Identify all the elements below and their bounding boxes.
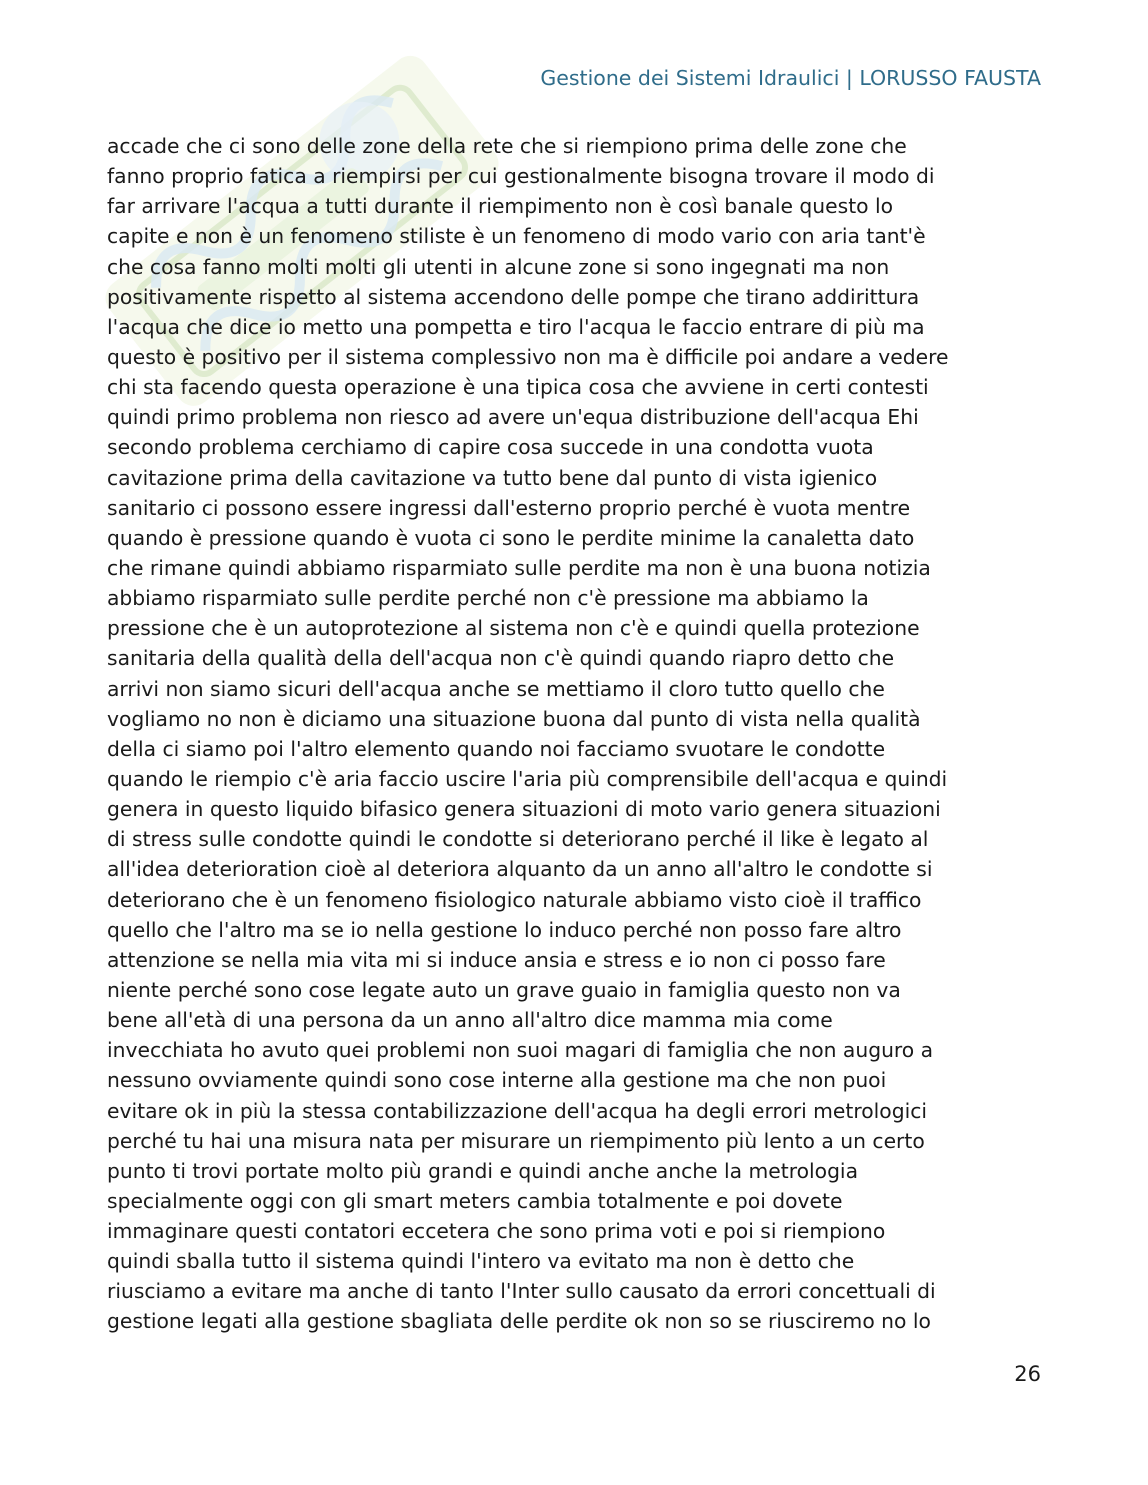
text-line: immaginare questi contatori eccetera che sono prima voti e poi si riempiono: [107, 1219, 886, 1244]
page-header-title: Gestione dei Sistemi Idraulici | LORUSSO FAUSTA: [540, 66, 1041, 90]
text-line: quando è pressione quando è vuota ci sono le perdite minime la canaletta dato: [107, 525, 915, 550]
text-line: abbiamo risparmiato sulle perdite perché non c'è pressione ma abbiamo la: [107, 586, 869, 611]
text-line: deteriorano che è un fenomeno fisiologico naturale abbiamo visto cioè il traffico: [107, 887, 922, 912]
text-line: cavitazione prima della cavitazione va tutto bene dal punto di vista igienico: [107, 465, 878, 490]
text-line: quello che l'altro ma se io nella gestione lo induco perché non posso fare altro: [107, 917, 902, 942]
body-text: [107, 131, 1047, 1337]
text-line: capite e non è un fenomeno stiliste è un fenomeno di modo vario con aria tant'è: [107, 224, 926, 249]
text-line: attenzione se nella mia vita mi si induce ansia e stress e io non ci posso fare: [107, 947, 886, 972]
text-line: genera in questo liquido bifasico genera situazioni di moto vario genera situazioni: [107, 797, 941, 822]
text-line: all'idea deterioration cioè al deteriora alquanto da un anno all'altro le condotte si: [107, 857, 933, 882]
text-line: l'acqua che dice io metto una pompetta e tiro l'acqua le faccio entrare di più ma: [107, 314, 925, 339]
text-line: che rimane quindi abbiamo risparmiato sulle perdite ma non è una buona notizia: [107, 555, 931, 580]
text-line: riusciamo a evitare ma anche di tanto l'Inter sullo causato da errori concettuali di: [107, 1279, 936, 1304]
text-line: di stress sulle condotte quindi le condotte si deteriorano perché il like è legato al: [107, 827, 929, 852]
text-line: sanitario ci possono essere ingressi dall'esterno proprio perché è vuota mentre: [107, 495, 911, 520]
text-line: specialmente oggi con gli smart meters cambia totalmente e poi dovete: [107, 1188, 843, 1213]
text-line: punto ti trovi portate molto più grandi e quindi anche anche la metrologia: [107, 1158, 858, 1183]
text-line: vogliamo no non è diciamo una situazione buona dal punto di vista nella qualità: [107, 706, 921, 731]
text-line: quindi primo problema non riesco ad avere un'equa distribuzione dell'acqua Ehi: [107, 405, 919, 430]
text-line: che cosa fanno molti molti gli utenti in alcune zone si sono ingegnati ma non: [107, 254, 890, 279]
page-number: 26: [1014, 1362, 1041, 1386]
text-line: arrivi non siamo sicuri dell'acqua anche se mettiamo il cloro tutto quello che: [107, 676, 885, 701]
text-line: quando le riempio c'è aria faccio uscire l'aria più comprensibile dell'acqua e quindi: [107, 766, 948, 791]
text-line: pressione che è un autoprotezione al sistema non c'è e quindi quella protezione: [107, 616, 920, 641]
text-line: secondo problema cerchiamo di capire cosa succede in una condotta vuota: [107, 435, 874, 460]
text-line: perché tu hai una misura nata per misurare un riempimento più lento a un certo: [107, 1128, 925, 1153]
text-line: niente perché sono cose legate auto un grave guaio in famiglia questo non va: [107, 977, 901, 1002]
text-line: della ci siamo poi l'altro elemento quando noi facciamo svuotare le condotte: [107, 736, 886, 761]
text-line: gestione legati alla gestione sbagliata delle perdite ok non so se riusciremo no lo: [107, 1309, 931, 1334]
text-line: fanno proprio fatica a riempirsi per cui gestionalmente bisogna trovare il modo di: [107, 164, 935, 189]
text-line: chi sta facendo questa operazione è una tipica cosa che avviene in certi contesti: [107, 375, 929, 400]
text-line: accade che ci sono delle zone della rete che si riempiono prima delle zone che: [107, 134, 907, 158]
text-line: questo è positivo per il sistema complessivo non ma è difficile poi andare a vedere: [107, 344, 949, 369]
text-line: far arrivare l'acqua a tutti durante il riempimento non è così banale questo lo: [107, 194, 894, 219]
text-line: bene all'età di una persona da un anno all'altro dice mamma mia come: [107, 1008, 833, 1033]
text-line: quindi sballa tutto il sistema quindi l'intero va evitato ma non è detto che: [107, 1249, 855, 1274]
text-line: sanitaria della qualità della dell'acqua non c'è quindi quando riapro detto che: [107, 646, 895, 671]
text-line: positivamente rispetto al sistema accendono delle pompe che tirano addirittura: [107, 284, 920, 309]
text-line: invecchiata ho avuto quei problemi non suoi magari di famiglia che non auguro a: [107, 1038, 934, 1063]
text-line: evitare ok in più la stessa contabilizzazione dell'acqua ha degli errori metrologici: [107, 1098, 927, 1123]
text-line: nessuno ovviamente quindi sono cose interne alla gestione ma che non puoi: [107, 1068, 887, 1093]
